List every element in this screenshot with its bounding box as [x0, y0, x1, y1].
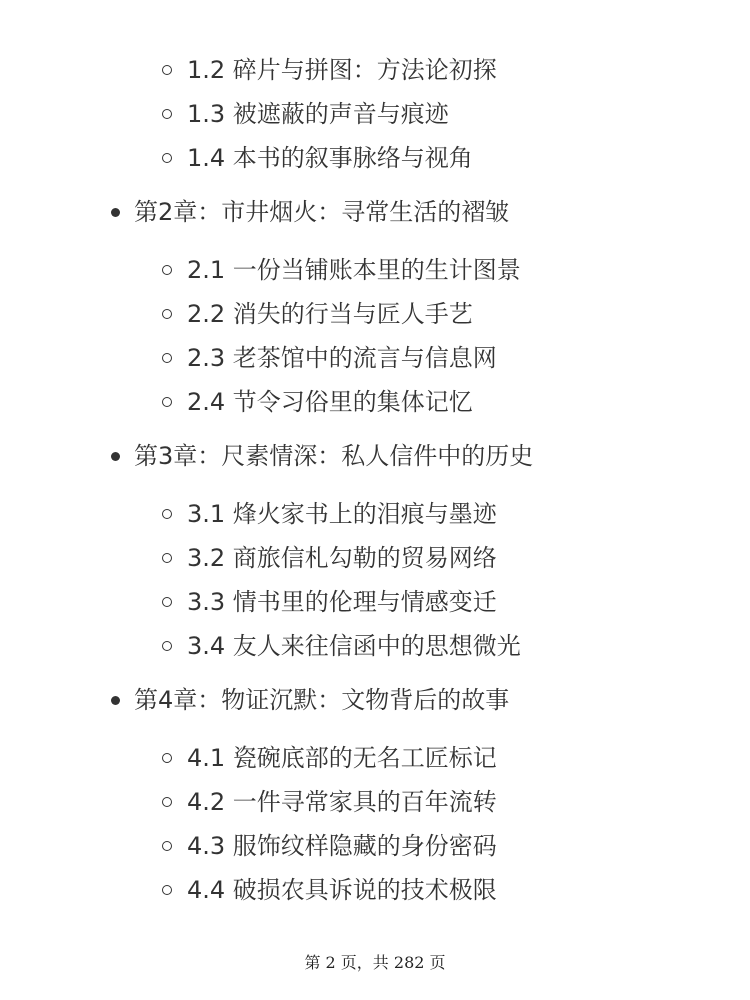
section-label: 1.4 本书的叙事脉络与视角 — [187, 144, 473, 172]
hollow-bullet-icon — [162, 841, 172, 851]
section-label: 2.1 一份当铺账本里的生计图景 — [187, 256, 521, 284]
hollow-bullet-icon — [162, 397, 172, 407]
chapter-4-section-list — [0, 736, 750, 912]
hollow-bullet-icon — [162, 885, 172, 895]
toc-chapter-2[interactable] — [0, 190, 750, 234]
toc-section-2-1[interactable] — [0, 248, 750, 292]
chapter-3-section-list — [0, 492, 750, 668]
hollow-bullet-icon — [162, 641, 172, 651]
table-of-contents — [0, 48, 750, 912]
hollow-bullet-icon — [162, 553, 172, 563]
hollow-bullet-icon — [162, 353, 172, 363]
toc-section-3-3[interactable] — [0, 580, 750, 624]
chapter-label: 第4章：物证沉默：文物背后的故事 — [134, 686, 510, 714]
toc-chapter-4[interactable] — [0, 678, 750, 722]
section-label: 3.1 烽火家书上的泪痕与墨迹 — [187, 500, 497, 528]
section-label: 3.2 商旅信札勾勒的贸易网络 — [187, 544, 497, 572]
toc-section-3-2[interactable] — [0, 536, 750, 580]
filled-bullet-icon — [111, 452, 120, 461]
toc-section-1-2[interactable] — [0, 48, 750, 92]
page-number-footer: 第 2 页，共 282 页 — [304, 953, 446, 972]
section-label: 2.4 节令习俗里的集体记忆 — [187, 388, 473, 416]
toc-section-1-4[interactable] — [0, 136, 750, 180]
toc-section-4-1[interactable] — [0, 736, 750, 780]
section-label: 3.4 友人来往信函中的思想微光 — [187, 632, 521, 660]
chapter-2-section-list — [0, 248, 750, 424]
hollow-bullet-icon — [162, 153, 172, 163]
section-label: 4.3 服饰纹样隐藏的身份密码 — [187, 832, 497, 860]
toc-section-2-4[interactable] — [0, 380, 750, 424]
filled-bullet-icon — [111, 696, 120, 705]
toc-section-2-3[interactable] — [0, 336, 750, 380]
section-label: 1.3 被遮蔽的声音与痕迹 — [187, 100, 449, 128]
section-label: 2.2 消失的行当与匠人手艺 — [187, 300, 473, 328]
toc-section-3-4[interactable] — [0, 624, 750, 668]
section-label: 2.3 老茶馆中的流言与信息网 — [187, 344, 497, 372]
chapter-label: 第3章：尺素情深：私人信件中的历史 — [134, 442, 534, 470]
section-label: 4.1 瓷碗底部的无名工匠标记 — [187, 744, 497, 772]
hollow-bullet-icon — [162, 65, 172, 75]
section-label: 4.4 破损农具诉说的技术极限 — [187, 876, 497, 904]
hollow-bullet-icon — [162, 597, 172, 607]
hollow-bullet-icon — [162, 265, 172, 275]
toc-section-1-3[interactable] — [0, 92, 750, 136]
section-label: 4.2 一件寻常家具的百年流转 — [187, 788, 497, 816]
hollow-bullet-icon — [162, 309, 172, 319]
toc-section-4-3[interactable] — [0, 824, 750, 868]
toc-section-4-4[interactable] — [0, 868, 750, 912]
toc-section-3-1[interactable] — [0, 492, 750, 536]
toc-section-2-2[interactable] — [0, 292, 750, 336]
toc-chapter-3[interactable] — [0, 434, 750, 478]
section-label: 1.2 碎片与拼图：方法论初探 — [187, 56, 497, 84]
filled-bullet-icon — [111, 208, 120, 217]
chapter-label: 第2章：市井烟火：寻常生活的褶皱 — [134, 198, 510, 226]
hollow-bullet-icon — [162, 109, 172, 119]
hollow-bullet-icon — [162, 797, 172, 807]
section-label: 3.3 情书里的伦理与情感变迁 — [187, 588, 497, 616]
hollow-bullet-icon — [162, 753, 172, 763]
hollow-bullet-icon — [162, 509, 172, 519]
chapter-1-section-list — [0, 48, 750, 180]
toc-section-4-2[interactable] — [0, 780, 750, 824]
